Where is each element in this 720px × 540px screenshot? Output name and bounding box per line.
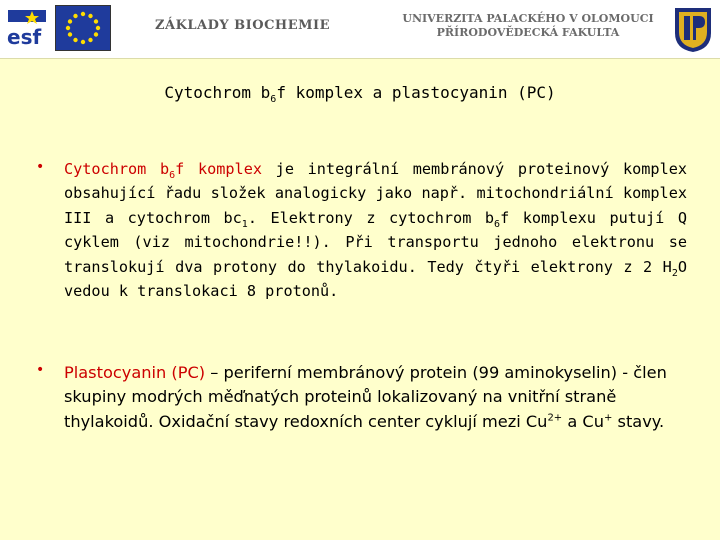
esf-logo	[6, 8, 48, 48]
bullet-1-sub-1: 1	[241, 218, 248, 230]
upol-logo	[672, 5, 714, 53]
term-cytochrom-sub: 6	[169, 170, 176, 182]
bullet-2-sup-1: 2+	[547, 412, 563, 424]
bullet-1-sub-3: 2	[671, 267, 678, 279]
bullet-1-sub-2: 6	[494, 218, 501, 230]
bullet-2-text-3: stavy.	[612, 411, 665, 431]
bullet-2-text-2: a Cu	[562, 411, 604, 431]
bullet-1-text-2: . Elektrony z cytochrom b	[247, 208, 495, 227]
bullet-1-text-1: je integrální membránový proteinový komplex obsahující řadu složek analogicky jako např. mitochondriální komplex III a cytochrom bc	[64, 160, 687, 227]
bullet-1-marker: •	[36, 159, 45, 175]
slide-title	[0, 83, 720, 106]
university-line-1: UNIVERZITA PALACKÉHO V OLOMOUCI	[402, 12, 654, 25]
bullet-2-marker: •	[36, 362, 45, 378]
university-name	[383, 12, 673, 40]
bullet-1-text-4: O vedou k translokaci 8 protonů.	[64, 257, 687, 301]
title-subscript: 6	[270, 94, 277, 106]
bullet-1-text-3: f komplexu putují Q cyklem (viz mitochondrie!!). Při transportu jednoho elektronu se translokují dva protony do thylakoidu. Tedy čtyři elektrony z 2 H	[64, 208, 687, 276]
title-part-2: f komplex a plastocyanin (PC)	[276, 83, 556, 102]
header-bar	[0, 0, 720, 58]
eu-flag-icon	[55, 5, 111, 51]
bullet-2-text	[64, 361, 687, 434]
term-plastocyanin: Plastocyanin (PC)	[64, 363, 206, 382]
bullet-1-text	[64, 157, 687, 303]
bullet-2-text-1: – periferní membránový protein (99 aminokyselin) - člen skupiny modrých měďnatých proteinů lokalizovaný na vnitřní straně thylakoidů. Oxidační stavy redoxních center cyklují mezi Cu	[64, 363, 667, 431]
term-cytochrom-b: f komplex	[175, 160, 262, 178]
bullet-2-sup-2: +	[603, 412, 613, 424]
term-cytochrom	[64, 160, 262, 182]
university-line-2: PŘÍRODOVĚDECKÁ FAKULTA	[436, 26, 620, 39]
title-part-1: Cytochrom b	[164, 83, 271, 102]
term-cytochrom-a: Cytochrom b	[64, 160, 170, 178]
svg-text:esf: esf	[7, 25, 42, 48]
course-title: ZÁKLADY BIOCHEMIE	[155, 18, 330, 33]
header-divider	[0, 58, 720, 59]
